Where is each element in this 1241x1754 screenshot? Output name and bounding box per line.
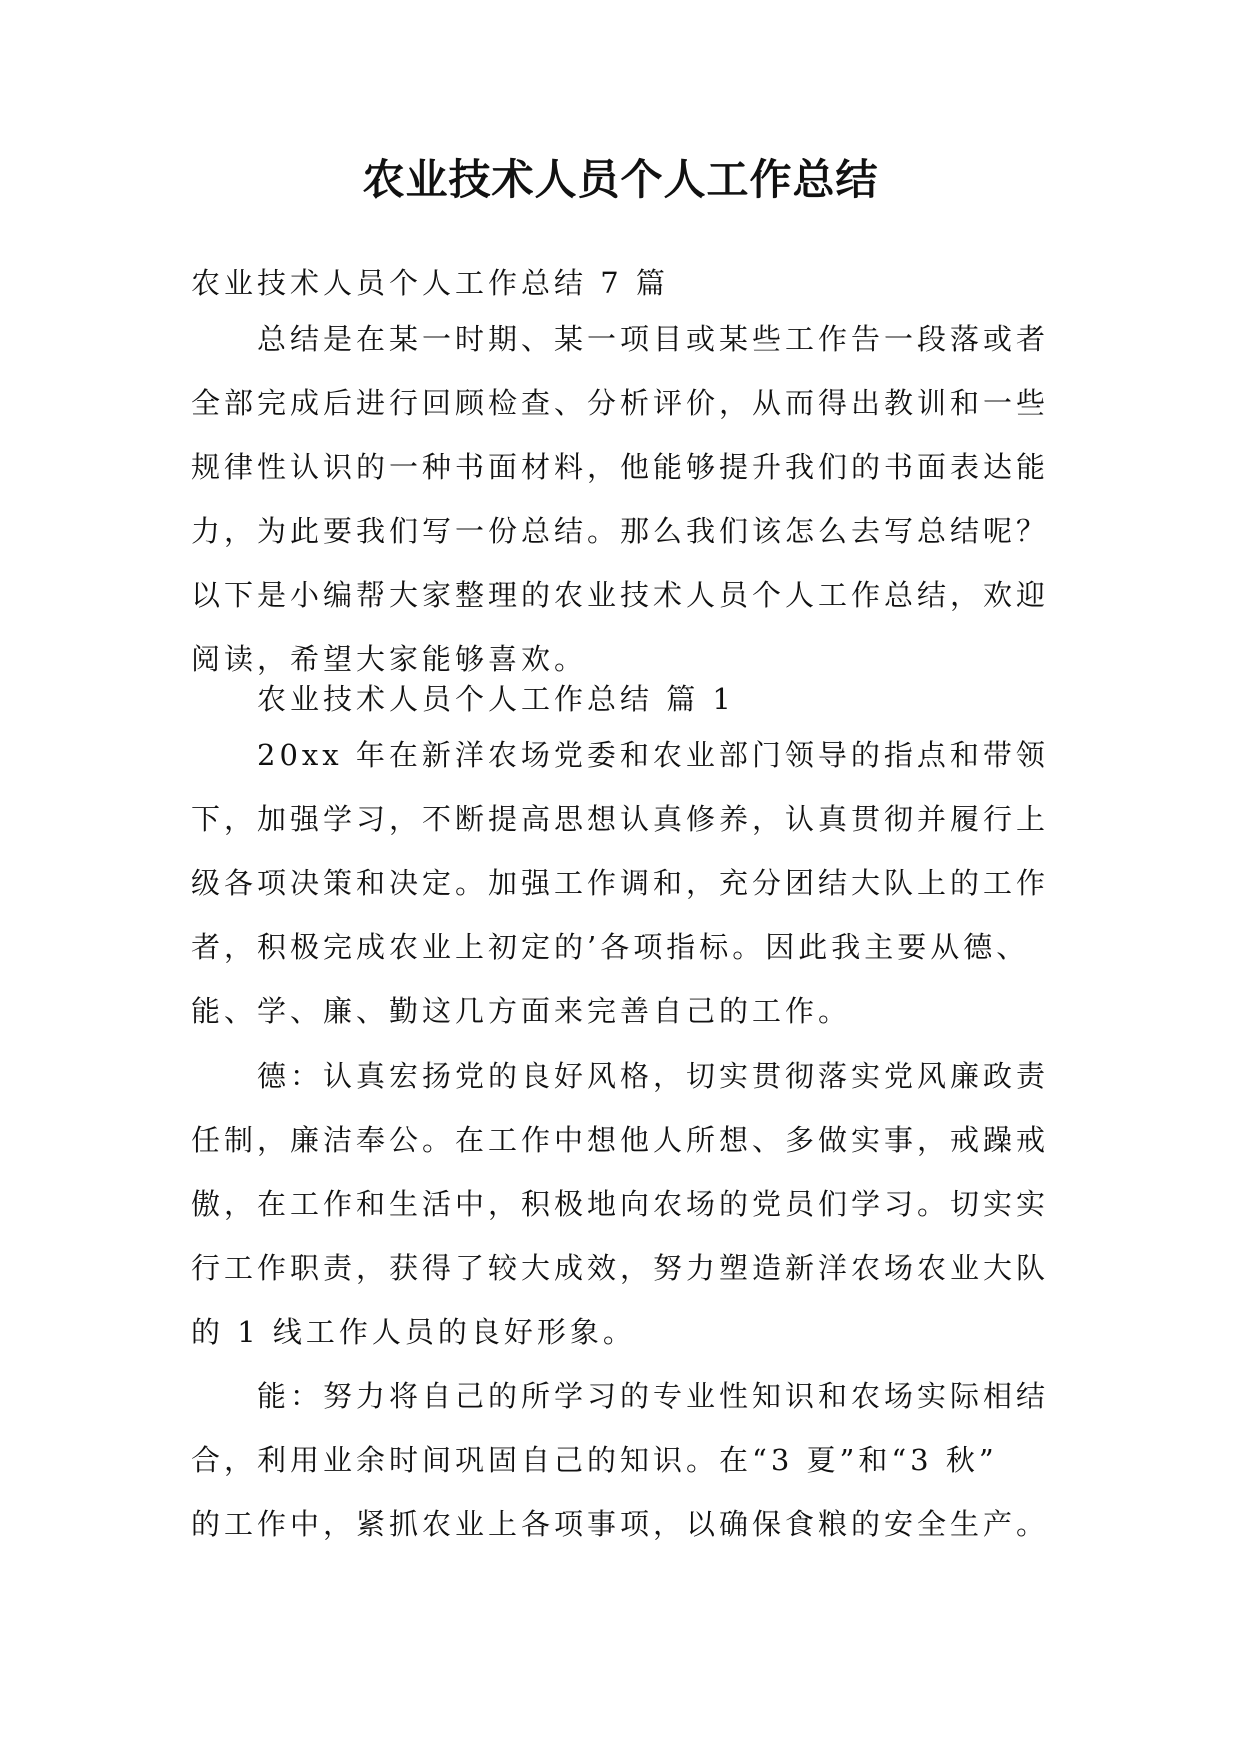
intro-paragraph xyxy=(191,307,1061,691)
document-subtitle xyxy=(191,251,1061,315)
paragraph-1 xyxy=(191,723,1061,1043)
paragraph-line: 的 1 线工作人员的良好形象。 xyxy=(191,1315,636,1349)
paragraph-line: 20xx 年在新洋农场党委和农业部门领导的指点和带领 xyxy=(191,738,1049,772)
intro-line: 以下是小编帮大家整理的农业技术人员个人工作总结，欢迎 xyxy=(191,578,1050,612)
paragraph-3 xyxy=(191,1364,1061,1556)
paragraph-line: 任制，廉洁奉公。在工作中想他人所想、多做实事，戒躁戒 xyxy=(191,1123,1050,1157)
paragraph-line: 行工作职责，获得了较大成效，努力塑造新洋农场农业大队 xyxy=(191,1251,1050,1285)
paragraph-line: 合，利用业余时间巩固自己的知识。在“3 夏”和“3 秋” xyxy=(191,1443,998,1477)
document-title: 农业技术人员个人工作总结 xyxy=(362,155,879,204)
paragraph-line: 能、学、廉、勤这几方面来完善自己的工作。 xyxy=(191,994,852,1028)
intro-line: 总结是在某一时期、某一项目或某些工作告一段落或者 xyxy=(191,322,1050,356)
paragraph-line: 的工作中，紧抓农业上各项事项，以确保食粮的安全生产。 xyxy=(191,1507,1050,1541)
subtitle-line: 农业技术人员个人工作总结 7 篇 xyxy=(191,266,669,300)
intro-line: 全部完成后进行回顾检查、分析评价，从而得出教训和一些 xyxy=(191,386,1050,420)
intro-line: 规律性认识的一种书面材料，他能够提升我们的书面表达能 xyxy=(191,450,1050,484)
paragraph-line: 级各项决策和决定。加强工作调和，充分团结大队上的工作 xyxy=(191,866,1050,900)
paragraph-2 xyxy=(191,1044,1061,1364)
paragraph-line: 德：认真宏扬党的良好风格，切实贯彻落实党风廉政责 xyxy=(191,1059,1050,1093)
paragraph-line: 能：努力将自己的所学习的专业性知识和农场实际相结 xyxy=(191,1379,1050,1413)
paragraph-line: 下，加强学习，不断提高思想认真修养，认真贯彻并履行上 xyxy=(191,802,1050,836)
section-heading xyxy=(191,667,1061,731)
paragraph-line: 者，积极完成农业上初定的’各项指标。因此我主要从德、 xyxy=(191,930,1030,964)
intro-line: 阅读，希望大家能够喜欢。 xyxy=(191,642,588,676)
intro-line: 力，为此要我们写一份总结。那么我们该怎么去写总结呢？ xyxy=(191,514,1050,548)
paragraph-line: 傲，在工作和生活中，积极地向农场的党员们学习。切实实 xyxy=(191,1187,1050,1221)
section-heading-line: 农业技术人员个人工作总结 篇 1 xyxy=(191,682,735,716)
